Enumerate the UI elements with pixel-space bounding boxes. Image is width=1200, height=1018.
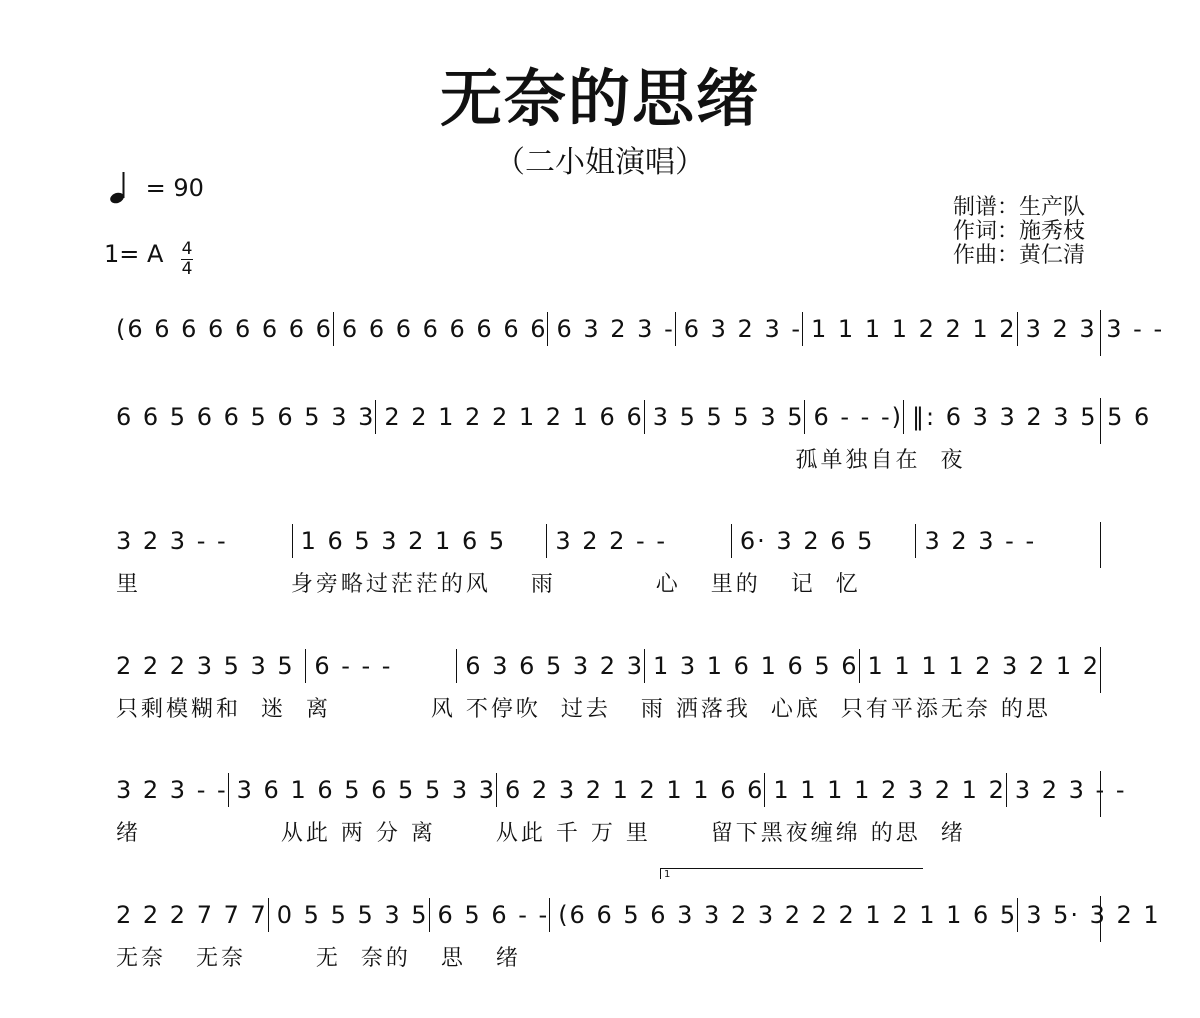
- measure: 1 1 1 1 2 2 1 2: [802, 312, 1017, 346]
- page-title: 无奈的思绪: [439, 62, 760, 135]
- lyrics-line-4: 只剩模糊和 迷 离 风 不停吹 过去 雨 洒落我 心底 只有平添无奈 的思: [116, 697, 1051, 722]
- measure: (6 6 6 6 6 6 6 6: [116, 315, 333, 343]
- credits: [953, 196, 1085, 268]
- measure: 3 2 3 - -: [116, 776, 228, 804]
- measure: 1 6 5 3 2 1 6 5: [292, 524, 547, 558]
- score-system-6: [116, 896, 1161, 942]
- measure: 6 3 2 3 -: [675, 312, 802, 346]
- time-bottom: 4: [181, 259, 193, 279]
- lyrics-line-6: 无奈 无奈 无 奈的 思 绪: [116, 946, 521, 971]
- tempo-marking: [108, 170, 204, 204]
- credit-transcriber: 制谱：生产队: [953, 195, 1086, 220]
- score-system-3: [116, 522, 1101, 568]
- measure: 6 6 5 6 6 5 6 5 3 3: [116, 403, 376, 431]
- measure: 6 2 3 2 1 2 1 1 6 6: [496, 773, 764, 807]
- measure: 1 3 1 6 1 6 5 6: [644, 649, 859, 683]
- measure: 6 3 6 5 3 2 3: [456, 649, 644, 683]
- measure: 3 5 5 5 3 5: [644, 400, 805, 434]
- credit-composer: 作曲：黄仁清: [953, 243, 1086, 268]
- measure: 3 2 2 - -: [546, 524, 731, 558]
- lyrics-line-5: 绪 从此 两 分 离 从此 千 万 里 留下黑夜缠绵 的思 绪: [116, 821, 966, 846]
- measure: ‖: 6 3 3 2 3 5 5 6: [903, 400, 1151, 434]
- score-system-4: [116, 647, 1101, 693]
- measure: 3 2 3 - -: [116, 527, 228, 555]
- lyrics-line-2: 孤单独自在 夜: [116, 448, 966, 473]
- volta-bracket: [660, 868, 923, 879]
- volta-label: 1: [664, 869, 671, 880]
- time-top: 4: [181, 239, 193, 259]
- measure: 1 1 1 1 2 3 2 1 2: [764, 773, 1005, 807]
- measure: 2 2 1 2 2 1 2 1 6 6: [375, 400, 643, 434]
- measure: 1 1 1 1 2 3 2 1 2: [859, 649, 1100, 683]
- measure: 3 2 3 - -: [1006, 773, 1127, 807]
- lyrics-line-3: 里 身旁略过茫茫的风 雨 心 里的 记 忆: [116, 572, 861, 597]
- measure: (6 6 5 6 3 3 2 3 2 2 2 1 2 1 1 6 5: [549, 898, 1017, 932]
- measure: 6 5 6 - -: [429, 898, 550, 932]
- measure: 6 - - -): [804, 400, 903, 434]
- singer-subtitle: （二小姐演唱）: [495, 145, 705, 180]
- measure: 0 5 5 5 3 5: [268, 898, 429, 932]
- key-label: 1= A: [104, 240, 164, 268]
- quarter-note-icon: [108, 170, 138, 204]
- measure: 3 2 3 3 - -: [1017, 312, 1165, 346]
- measure: 6· 3 2 6 5: [731, 524, 916, 558]
- score-system-2: [116, 398, 1152, 444]
- credit-lyricist: 作词：施秀枝: [953, 219, 1086, 244]
- measure: 3 6 1 6 5 6 5 5 3 3: [228, 773, 496, 807]
- measure: 2 2 2 7 7 7: [116, 901, 268, 929]
- measure: 3 2 3 - -: [915, 524, 1100, 558]
- time-signature: [181, 241, 193, 278]
- measure: 6 - - -: [305, 649, 456, 683]
- measure: 3 5· 3 2 1: [1017, 898, 1161, 932]
- score-system-1: [116, 310, 1165, 356]
- measure: 2 2 2 3 5 3 5: [116, 652, 295, 680]
- measure: 6 3 2 3 -: [547, 312, 674, 346]
- score-system-5: [116, 771, 1127, 817]
- key-signature: [104, 240, 193, 278]
- tempo-value: = 90: [145, 174, 204, 202]
- measure: 6 6 6 6 6 6 6 6: [333, 312, 548, 346]
